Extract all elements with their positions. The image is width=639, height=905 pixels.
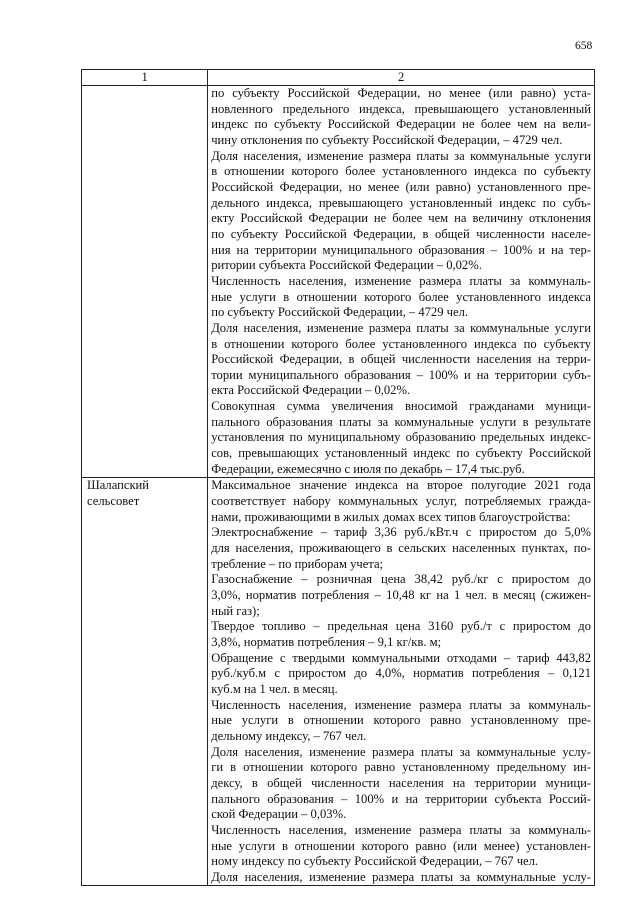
text-line: по субъекту Российской Федерации, но менее (или равно) уста- (211, 86, 591, 100)
text-line: ритории субъекта Российской Федерации – 0,02%. (211, 258, 482, 273)
text-line: Федерации, ежемесячно с июля по декабрь – 17,4 тыс.руб. (211, 461, 525, 476)
text-line: 3,0%, норматив потребления – 10,48 кг на 1 чел. в месяц (сжижен- (211, 588, 591, 602)
region-cell-empty (82, 86, 208, 478)
region-cell-shalapsky (82, 478, 208, 886)
text-line: Численность населения, изменение размера платы за коммуналь- (211, 697, 591, 712)
column-header-2: 2 (208, 70, 595, 86)
text-line: ные услуги в отношении которого равно (или менее) установлен- (211, 838, 591, 853)
text-line: ному индексу по субъекту Российской Федерации, – 767 чел. (211, 854, 539, 869)
text-line: соответствует набору коммунальных услуг, потребляемых гражда- (211, 494, 591, 509)
text-line: в отношении которого более установленного индекса по субъекту (211, 164, 591, 179)
text-line: руб./куб.м с приростом до 4,0%, норматив потребления – 0,121 (211, 666, 591, 681)
text-line: Электроснабжение – тариф 3,36 руб./кВт.ч с приростом до 5,0% (211, 525, 591, 540)
table-row (82, 86, 595, 478)
text-line: ния на территории муниципального образования – 100% и на тер- (211, 242, 591, 257)
text-line: дельного индекса, превышающего установленный индекс по субъ- (211, 195, 591, 210)
document-table (81, 69, 595, 886)
text-line: нами, проживающими в жилых домах всех типов благоустройства: (211, 509, 571, 524)
text-line: дексу, в общей численности населения на территории муници- (211, 775, 591, 790)
text-line: Совокупная сумма увеличения вносимой гражданами муници- (211, 399, 591, 414)
text-line: Обращение с твердыми коммунальными отходами – тариф 443,82 (211, 650, 591, 665)
text-line: установления по муниципальному образованию предельных индекс- (211, 430, 591, 445)
text-line: ской Федерации – 0,03%. (211, 807, 347, 822)
text-line: чину отклонения по субъекту Российской Федерации, – 4729 чел. (211, 132, 563, 147)
text-line: ный газ); (211, 603, 260, 618)
text-line: Доля населения, изменение размера платы за коммунальные услуги (211, 320, 591, 335)
text-line: Российской Федерации, в общей численности населения на терри- (211, 352, 591, 367)
text-line: 3,8%, норматив потребления – 9,1 кг/кв. м; (211, 634, 442, 649)
page-number: 658 (575, 40, 593, 52)
text-line: пального образования платы за коммунальные услуги в результате (211, 414, 591, 429)
content-cell-continuation (208, 86, 595, 478)
text-line: ные услуги в отношении которого более установленного индекса (211, 289, 591, 304)
table-row (82, 478, 595, 886)
text-line: екту Российской Федерации не более чем на величину отклонения (211, 211, 591, 226)
text-line: екта Российской Федерации – 0,02%. (211, 383, 411, 398)
text-line: куб.м на 1 чел. в месяц. (211, 681, 338, 696)
text-line: по субъекту Российской Федерации, – 4729 чел. (211, 305, 469, 320)
text-line: требление – по приборам учета; (211, 556, 384, 571)
text-line: тории муниципального образования – 100% и на территории субъ- (211, 367, 591, 382)
text-line: сов, превышающих установленный индекс по субъекту Российской (211, 446, 591, 461)
text-line: ги в отношении которого равно установленному предельному ин- (211, 760, 591, 775)
text-line: для населения, проживающего в сельских населенных пунктах, по- (211, 541, 591, 556)
column-header-1: 1 (82, 70, 208, 86)
text-line: Численность населения, изменение размера платы за коммуналь- (211, 273, 591, 288)
text-line: Российской Федерации, но менее (или равно) установленного пре- (211, 179, 591, 194)
text-line: Доля населения, изменение размера платы за коммунальные услу- (211, 869, 591, 884)
content-cell-shalapsky (208, 478, 595, 886)
text-line: Твердое топливо – предельная цена 3160 руб./т с приростом до (211, 619, 591, 634)
region-type: сельсовет (87, 494, 140, 509)
text-line: Численность населения, изменение размера платы за коммуналь- (211, 822, 591, 837)
text-line: индекс по субъекту Российской Федерации не более чем на вели- (211, 117, 591, 132)
text-line: Доля населения, изменение размера платы за коммунальные услу- (211, 744, 591, 759)
table-header-row (82, 70, 595, 86)
text-line: новленного предельного индекса, превышающего установленный (211, 101, 591, 116)
text-line: в отношении которого более установленного индекса по субъекту (211, 336, 591, 351)
text-line: по субъекту Российской Федерации, в общей численности населе- (211, 226, 591, 241)
text-line: ные услуги в отношении которого равно установленному пре- (211, 713, 591, 728)
text-line: Максимальное значение индекса на второе полугодие 2021 года (211, 478, 591, 493)
text-line: дельному индексу, – 767 чел. (211, 728, 367, 743)
region-name: Шалапский (87, 478, 150, 493)
text-line: пального образования – 100% и на территории субъекта Россий- (211, 791, 591, 806)
text-line: Доля населения, изменение размера платы за коммунальные услуги (211, 148, 591, 163)
text-line: Газоснабжение – розничная цена 38,42 руб./кг с приростом до (211, 572, 591, 587)
